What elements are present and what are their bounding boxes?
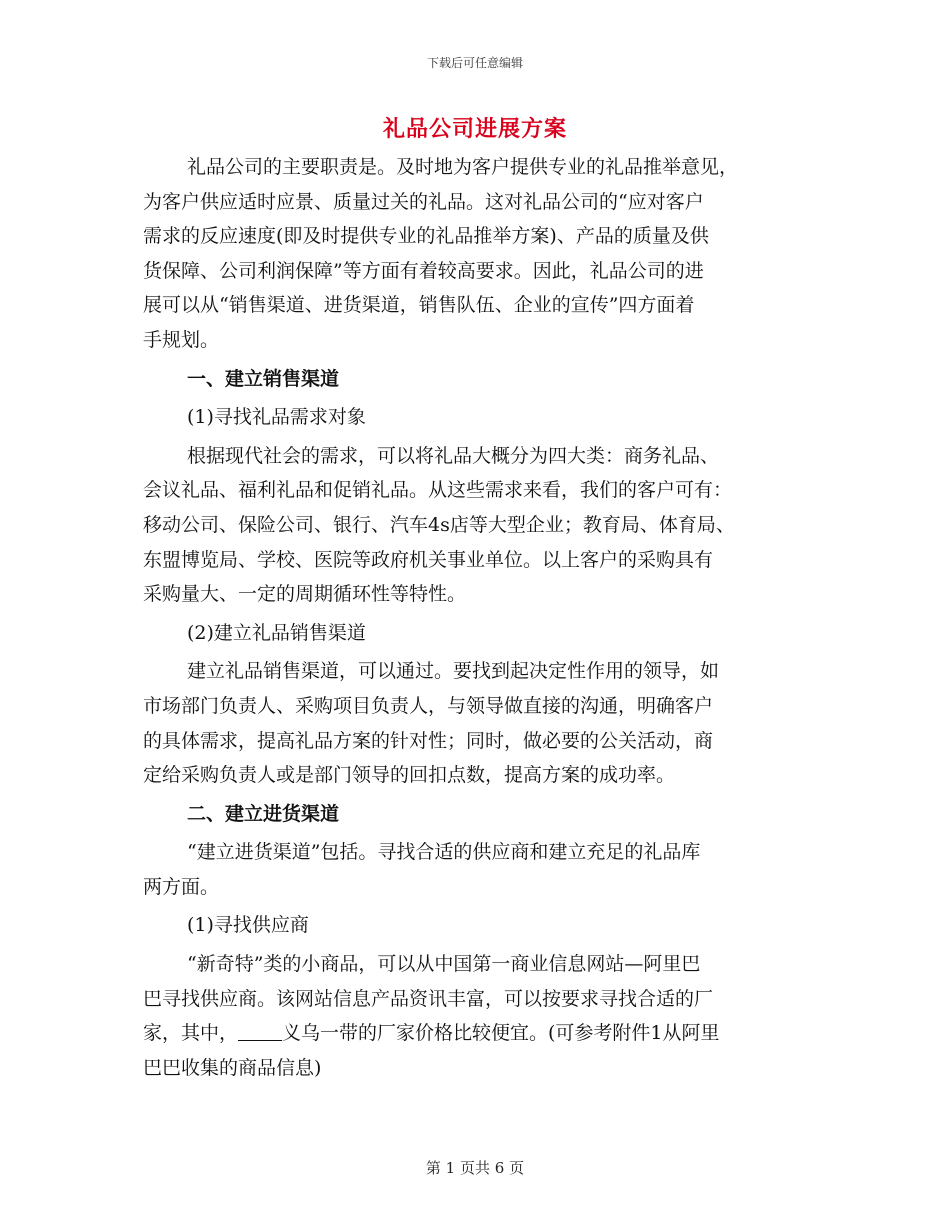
paragraph-line: 两方面。 (143, 875, 220, 898)
paragraph-line: 会议礼品、福利礼品和促销礼品。从这些需求来看，我们的客户可有： (143, 479, 733, 502)
section-heading: 一、建立销售渠道 (187, 367, 340, 390)
page-footer: 第 1 页共 6 页 (425, 1159, 525, 1177)
section-heading: 二、建立进货渠道 (187, 802, 340, 825)
fill-in-blank (238, 1022, 282, 1041)
paragraph-line: 需求的反应速度(即及时提供专业的礼品推举方案)、产品的质量及供 (143, 225, 709, 248)
document-title: 礼品公司进展方案 (382, 116, 567, 142)
document-body (143, 150, 815, 1085)
paragraph-line (143, 1016, 815, 1051)
subsection-heading: (1)寻找礼品需求对象 (187, 406, 366, 429)
paragraph-line: 根据现代社会的需求，可以将礼品大概分为四大类：商务礼品、 (187, 444, 720, 467)
subsection-heading: (2)建立礼品销售渠道 (187, 621, 366, 644)
paragraph-line: 的具体需求，提高礼品方案的针对性；同时，做必要的公关活动，商 (143, 729, 714, 752)
paragraph-line: 东盟博览局、学校、医院等政府机关事业单位。以上客户的采购具有 (143, 548, 714, 571)
subsection-heading: (1)寻找供应商 (187, 914, 309, 937)
paragraph-line: 建立礼品销售渠道，可以通过。要找到起决定性作用的领导，如 (187, 660, 720, 683)
paragraph-line: 巴巴收集的商品信息) (143, 1056, 322, 1079)
paragraph-line: 手规划。 (143, 328, 220, 351)
paragraph-line: 定给采购负责人或是部门领导的回扣点数，提高方案的成功率。 (143, 764, 676, 787)
paragraph-text: 义乌一带的厂家价格比较便宜。(可参考附件1从阿里 (282, 1022, 720, 1045)
paragraph-line: 市场部门负责人、采购项目负责人，与领导做直接的沟通，明确客户 (143, 694, 714, 717)
paragraph-text: 家，其中， (143, 1022, 239, 1045)
paragraph-line: 货保障、公司利润保障”等方面有着较高要求。因此，礼品公司的进 (143, 259, 704, 282)
paragraph-line: 为客户供应适时应景、质量过关的礼品。这对礼品公司的“应对客户 (143, 190, 704, 213)
paragraph-line: 礼品公司的主要职责是。及时地为客户提供专业的礼品推举意见， (187, 156, 739, 178)
paragraph-line: “新奇特”类的小商品，可以从中国第一商业信息网站—阿里巴 (187, 953, 701, 976)
paragraph-line: 巴寻找供应商。该网站信息产品资讯丰富，可以按要求寻找合适的厂 (143, 987, 714, 1010)
paragraph-line: 移动公司、保险公司、银行、汽车4s店等大型企业；教育局、体育局、 (143, 513, 735, 536)
paragraph-line: 采购量大、一定的周期循环性等特性。 (143, 583, 467, 606)
page-header: 下载后可任意编辑 (426, 56, 523, 70)
paragraph-line: 展可以从“销售渠道、进货渠道，销售队伍、企业的宣传”四方面着 (143, 294, 695, 317)
paragraph-line: “建立进货渠道”包括。寻找合适的供应商和建立充足的礼品库 (187, 841, 701, 864)
